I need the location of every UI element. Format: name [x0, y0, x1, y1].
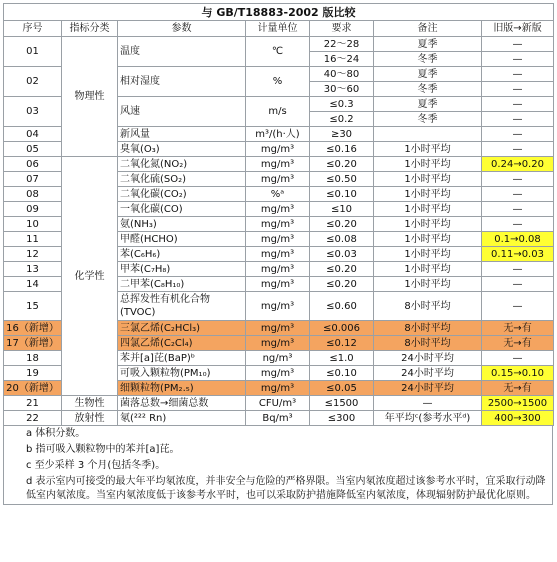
row-req: 16～24 — [310, 52, 374, 67]
row-unit: mg/m³ — [246, 381, 310, 396]
row-no: 16（新增） — [4, 321, 62, 336]
table-row — [4, 37, 554, 52]
row-param: 细颗粒物(PM₂.₅) — [118, 381, 246, 396]
table-row — [4, 396, 554, 411]
row-change: — — [482, 202, 554, 217]
row-no: 10 — [4, 217, 62, 232]
row-req: ≤0.60 — [310, 292, 374, 321]
row-req: ≤0.08 — [310, 232, 374, 247]
row-change: — — [482, 217, 554, 232]
row-no: 03 — [4, 97, 62, 127]
category-biological: 生物性 — [62, 396, 118, 411]
row-param: 风速 — [118, 97, 246, 127]
row-remark: 1小时平均 — [374, 157, 482, 172]
header-no: 序号 — [4, 21, 62, 37]
row-unit: mg/m³ — [246, 336, 310, 351]
row-no: 05 — [4, 142, 62, 157]
row-req: ≤300 — [310, 411, 374, 426]
row-remark: 1小时平均 — [374, 217, 482, 232]
row-unit: ng/m³ — [246, 351, 310, 366]
row-param: 二氧化氮(NO₂) — [118, 157, 246, 172]
row-req: ≤0.2 — [310, 112, 374, 127]
row-no: 20（新增） — [4, 381, 62, 396]
row-req: ≤10 — [310, 202, 374, 217]
row-no: 21 — [4, 396, 62, 411]
row-req: ≤0.12 — [310, 336, 374, 351]
row-remark: 夏季 — [374, 67, 482, 82]
row-unit: mg/m³ — [246, 321, 310, 336]
row-unit: mg/m³ — [246, 277, 310, 292]
comparison-table-container — [3, 3, 553, 505]
header-row — [4, 21, 554, 37]
row-remark: 1小时平均 — [374, 202, 482, 217]
header-unit: 计量单位 — [246, 21, 310, 37]
row-change: 0.1→0.08 — [482, 232, 554, 247]
row-param: 一氧化碳(CO) — [118, 202, 246, 217]
row-param: 温度 — [118, 37, 246, 67]
row-req: ≤0.20 — [310, 217, 374, 232]
header-remark: 备注 — [374, 21, 482, 37]
row-unit: mg/m³ — [246, 202, 310, 217]
row-no: 13 — [4, 262, 62, 277]
row-remark: 1小时平均 — [374, 232, 482, 247]
row-unit: m/s — [246, 97, 310, 127]
row-param: 苯(C₆H₆) — [118, 247, 246, 262]
row-remark: 24小时平均 — [374, 381, 482, 396]
header-category: 指标分类 — [62, 21, 118, 37]
row-param: 苯并[a]芘(BaP)ᵇ — [118, 351, 246, 366]
row-no: 01 — [4, 37, 62, 67]
row-remark: 1小时平均 — [374, 142, 482, 157]
row-req: 40～80 — [310, 67, 374, 82]
row-remark: 冬季 — [374, 82, 482, 97]
row-unit: mg/m³ — [246, 217, 310, 232]
row-no: 12 — [4, 247, 62, 262]
header-change: 旧版→新版 — [482, 21, 554, 37]
footnotes — [3, 426, 553, 505]
row-change: — — [482, 52, 554, 67]
row-req: 22～28 — [310, 37, 374, 52]
row-req: ≤0.20 — [310, 262, 374, 277]
row-change: 0.15→0.10 — [482, 366, 554, 381]
row-change: 无→有 — [482, 336, 554, 351]
row-remark: 夏季 — [374, 97, 482, 112]
row-remark: 1小时平均 — [374, 172, 482, 187]
row-change: — — [482, 37, 554, 52]
row-remark — [374, 127, 482, 142]
row-change: 2500→1500 — [482, 396, 554, 411]
row-param: 臭氧(O₃) — [118, 142, 246, 157]
row-unit: % — [246, 67, 310, 97]
row-param: 可吸入颗粒物(PM₁₀) — [118, 366, 246, 381]
row-no: 08 — [4, 187, 62, 202]
row-remark: 8小时平均 — [374, 292, 482, 321]
row-param: 氨(NH₃) — [118, 217, 246, 232]
row-no: 19 — [4, 366, 62, 381]
header-requirement: 要求 — [310, 21, 374, 37]
row-change: — — [482, 262, 554, 277]
row-req: ≤0.10 — [310, 187, 374, 202]
row-change: — — [482, 172, 554, 187]
row-no: 02 — [4, 67, 62, 97]
category-physical: 物理性 — [62, 37, 118, 157]
category-chemical: 化学性 — [62, 157, 118, 396]
row-remark: — — [374, 396, 482, 411]
row-req: ≤1.0 — [310, 351, 374, 366]
row-param: 总挥发性有机化合物(TVOC) — [118, 292, 246, 321]
row-no: 06 — [4, 157, 62, 172]
row-unit: mg/m³ — [246, 157, 310, 172]
row-req: ≤0.006 — [310, 321, 374, 336]
row-param: 二甲苯(C₈H₁₀) — [118, 277, 246, 292]
row-no: 17（新增） — [4, 336, 62, 351]
row-param: 相对湿度 — [118, 67, 246, 97]
row-remark: 夏季 — [374, 37, 482, 52]
row-param: 二氧化硫(SO₂) — [118, 172, 246, 187]
row-no: 04 — [4, 127, 62, 142]
row-remark: 冬季 — [374, 112, 482, 127]
row-req: ≤0.03 — [310, 247, 374, 262]
row-param: 甲苯(C₇H₈) — [118, 262, 246, 277]
row-unit: mg/m³ — [246, 232, 310, 247]
row-remark: 24小时平均 — [374, 366, 482, 381]
row-unit: mg/m³ — [246, 172, 310, 187]
row-req: 30～60 — [310, 82, 374, 97]
row-param: 三氯乙烯(C₂HCl₃) — [118, 321, 246, 336]
row-remark: 冬季 — [374, 52, 482, 67]
row-unit: CFU/m³ — [246, 396, 310, 411]
row-change: — — [482, 82, 554, 97]
row-no: 18 — [4, 351, 62, 366]
row-unit: m³/(h·人) — [246, 127, 310, 142]
row-no: 14 — [4, 277, 62, 292]
row-change: — — [482, 112, 554, 127]
row-change: — — [482, 127, 554, 142]
row-change: 0.11→0.03 — [482, 247, 554, 262]
table-row — [4, 157, 554, 172]
row-unit: mg/m³ — [246, 262, 310, 277]
row-req: ≤0.20 — [310, 277, 374, 292]
footnote-c: c 至少采样 3 个月(包括冬季)。 — [4, 458, 553, 474]
category-radioactive: 放射性 — [62, 411, 118, 426]
row-param: 二氧化碳(CO₂) — [118, 187, 246, 202]
footnote-a: a 体积分数。 — [4, 426, 553, 442]
row-param: 氡(²²² Rn) — [118, 411, 246, 426]
row-unit: mg/m³ — [246, 247, 310, 262]
row-remark: 24小时平均 — [374, 351, 482, 366]
row-no: 15 — [4, 292, 62, 321]
row-req: ≤0.10 — [310, 366, 374, 381]
row-remark: 1小时平均 — [374, 187, 482, 202]
row-remark: 1小时平均 — [374, 277, 482, 292]
row-change: — — [482, 277, 554, 292]
row-no: 07 — [4, 172, 62, 187]
row-unit: mg/m³ — [246, 292, 310, 321]
row-req: ≤0.3 — [310, 97, 374, 112]
row-unit: mg/m³ — [246, 366, 310, 381]
row-change: — — [482, 187, 554, 202]
row-change: 无→有 — [482, 321, 554, 336]
header-parameter: 参数 — [118, 21, 246, 37]
row-req: ≤0.05 — [310, 381, 374, 396]
row-change: — — [482, 67, 554, 82]
row-param: 新风量 — [118, 127, 246, 142]
row-req: ≤0.50 — [310, 172, 374, 187]
row-param: 菌落总数→细菌总数 — [118, 396, 246, 411]
row-remark: 8小时平均 — [374, 336, 482, 351]
row-change: 0.24→0.20 — [482, 157, 554, 172]
row-remark: 1小时平均 — [374, 247, 482, 262]
row-change: — — [482, 97, 554, 112]
row-req: ≤0.20 — [310, 157, 374, 172]
row-remark: 1小时平均 — [374, 262, 482, 277]
footnote-b: b 指可吸入颗粒物中的苯并[a]芘。 — [4, 442, 553, 458]
row-remark: 8小时平均 — [374, 321, 482, 336]
row-change: 无→有 — [482, 381, 554, 396]
row-remark: 年平均ᶜ(参考水平ᵈ) — [374, 411, 482, 426]
row-change: 400→300 — [482, 411, 554, 426]
row-unit: mg/m³ — [246, 142, 310, 157]
row-param: 四氯乙烯(C₂Cl₄) — [118, 336, 246, 351]
row-change: — — [482, 351, 554, 366]
row-unit: Bq/m³ — [246, 411, 310, 426]
row-unit: %ᵃ — [246, 187, 310, 202]
row-req: ≥30 — [310, 127, 374, 142]
table-row — [4, 411, 554, 426]
row-no: 11 — [4, 232, 62, 247]
row-no: 09 — [4, 202, 62, 217]
row-unit: ℃ — [246, 37, 310, 67]
row-param: 甲醛(HCHO) — [118, 232, 246, 247]
row-no: 22 — [4, 411, 62, 426]
row-req: ≤0.16 — [310, 142, 374, 157]
row-change: — — [482, 292, 554, 321]
table-title: 与 GB/T18883-2002 版比较 — [4, 4, 554, 21]
comparison-table — [3, 3, 554, 426]
footnote-d: d 表示室内可接受的最大年平均氡浓度，并非安全与危险的严格界限。当室内氡浓度超过该参考水平时，宜采取行动降低室内氡浓度。当室内氡浓度低于该参考水平时，也可以采取防护措施降低室内氡浓度，体现辐射防护最优化原则。 — [4, 474, 553, 505]
row-change: — — [482, 142, 554, 157]
row-req: ≤1500 — [310, 396, 374, 411]
